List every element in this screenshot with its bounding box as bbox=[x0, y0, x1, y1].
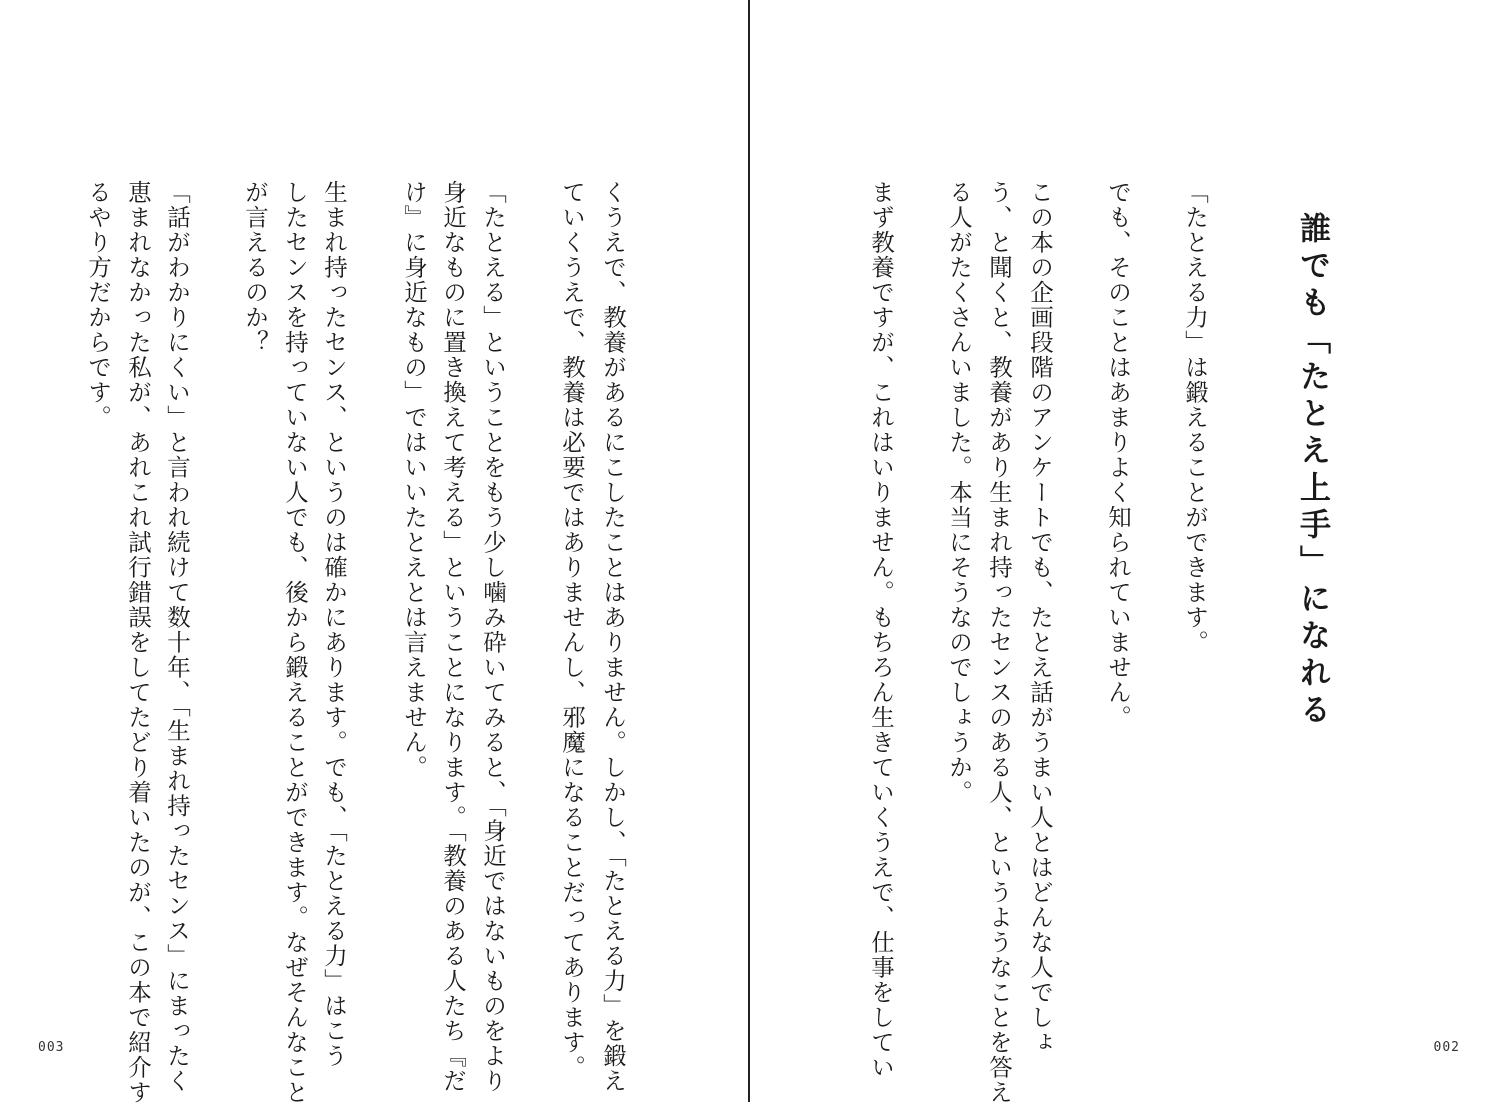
body-line: 「話がわかりにくい」と言われ続けて数十年、「生まれ持ったセンス」にまったく bbox=[163, 180, 191, 1094]
body-line: でも、そのことはあまりよく知られていません。 bbox=[1104, 180, 1132, 730]
page-number: 003 bbox=[38, 1040, 65, 1055]
body-line: まず教養ですが、これはいりません。もちろん生きていくうえで、仕事をしてい bbox=[867, 180, 895, 1080]
body-line: け』に身近なもの」ではいいたとえとは言えません。 bbox=[400, 180, 428, 780]
body-line: 「たとえる力」は鍛えることができます。 bbox=[1181, 180, 1209, 655]
page-number: 002 bbox=[1433, 1040, 1460, 1055]
body-line: 恵まれなかった私が、あれこれ試行錯誤をしてたどり着いたのが、この本で紹介す bbox=[124, 180, 152, 1105]
body-line: るやり方だからです。 bbox=[84, 180, 112, 430]
body-line: したセンスを持っていない人でも、後から鍛えることができます。なぜそんなこと bbox=[281, 180, 309, 1105]
body-line: 「たとえる」ということをもう少し噛み砕いてみると、「身近ではないものをより bbox=[479, 180, 507, 1094]
body-line: 身近なものに置き換えて考える」ということになります。「教養のある人たち『だ bbox=[439, 180, 467, 1094]
body-line: 生まれ持ったセンス、というのは確かにあります。でも、「たとえる力」はこう bbox=[320, 180, 348, 1069]
body-line: この本の企画段階のアンケートでも、たとえ話がうまい人とはどんな人でしょ bbox=[1026, 180, 1054, 1055]
body-line: くうえで、教養があるにこしたことはありません。しかし、「たとえる力」を鍛え bbox=[599, 180, 627, 1094]
section-heading: 誰でも「たとえ上手」になれる bbox=[1294, 212, 1330, 730]
body-line: が言えるのか？ bbox=[241, 180, 269, 355]
body-line: う、と聞くと、教養があり生まれ持ったセンスのある人、というようなことを答え bbox=[985, 180, 1013, 1105]
body-line: る人がたくさんいました。本当にそうなのでしょうか。 bbox=[945, 180, 973, 805]
body-line: ていくうえで、教養は必要ではありませんし、邪魔になることだってあります。 bbox=[558, 180, 586, 1080]
page-gutter bbox=[748, 0, 750, 1102]
